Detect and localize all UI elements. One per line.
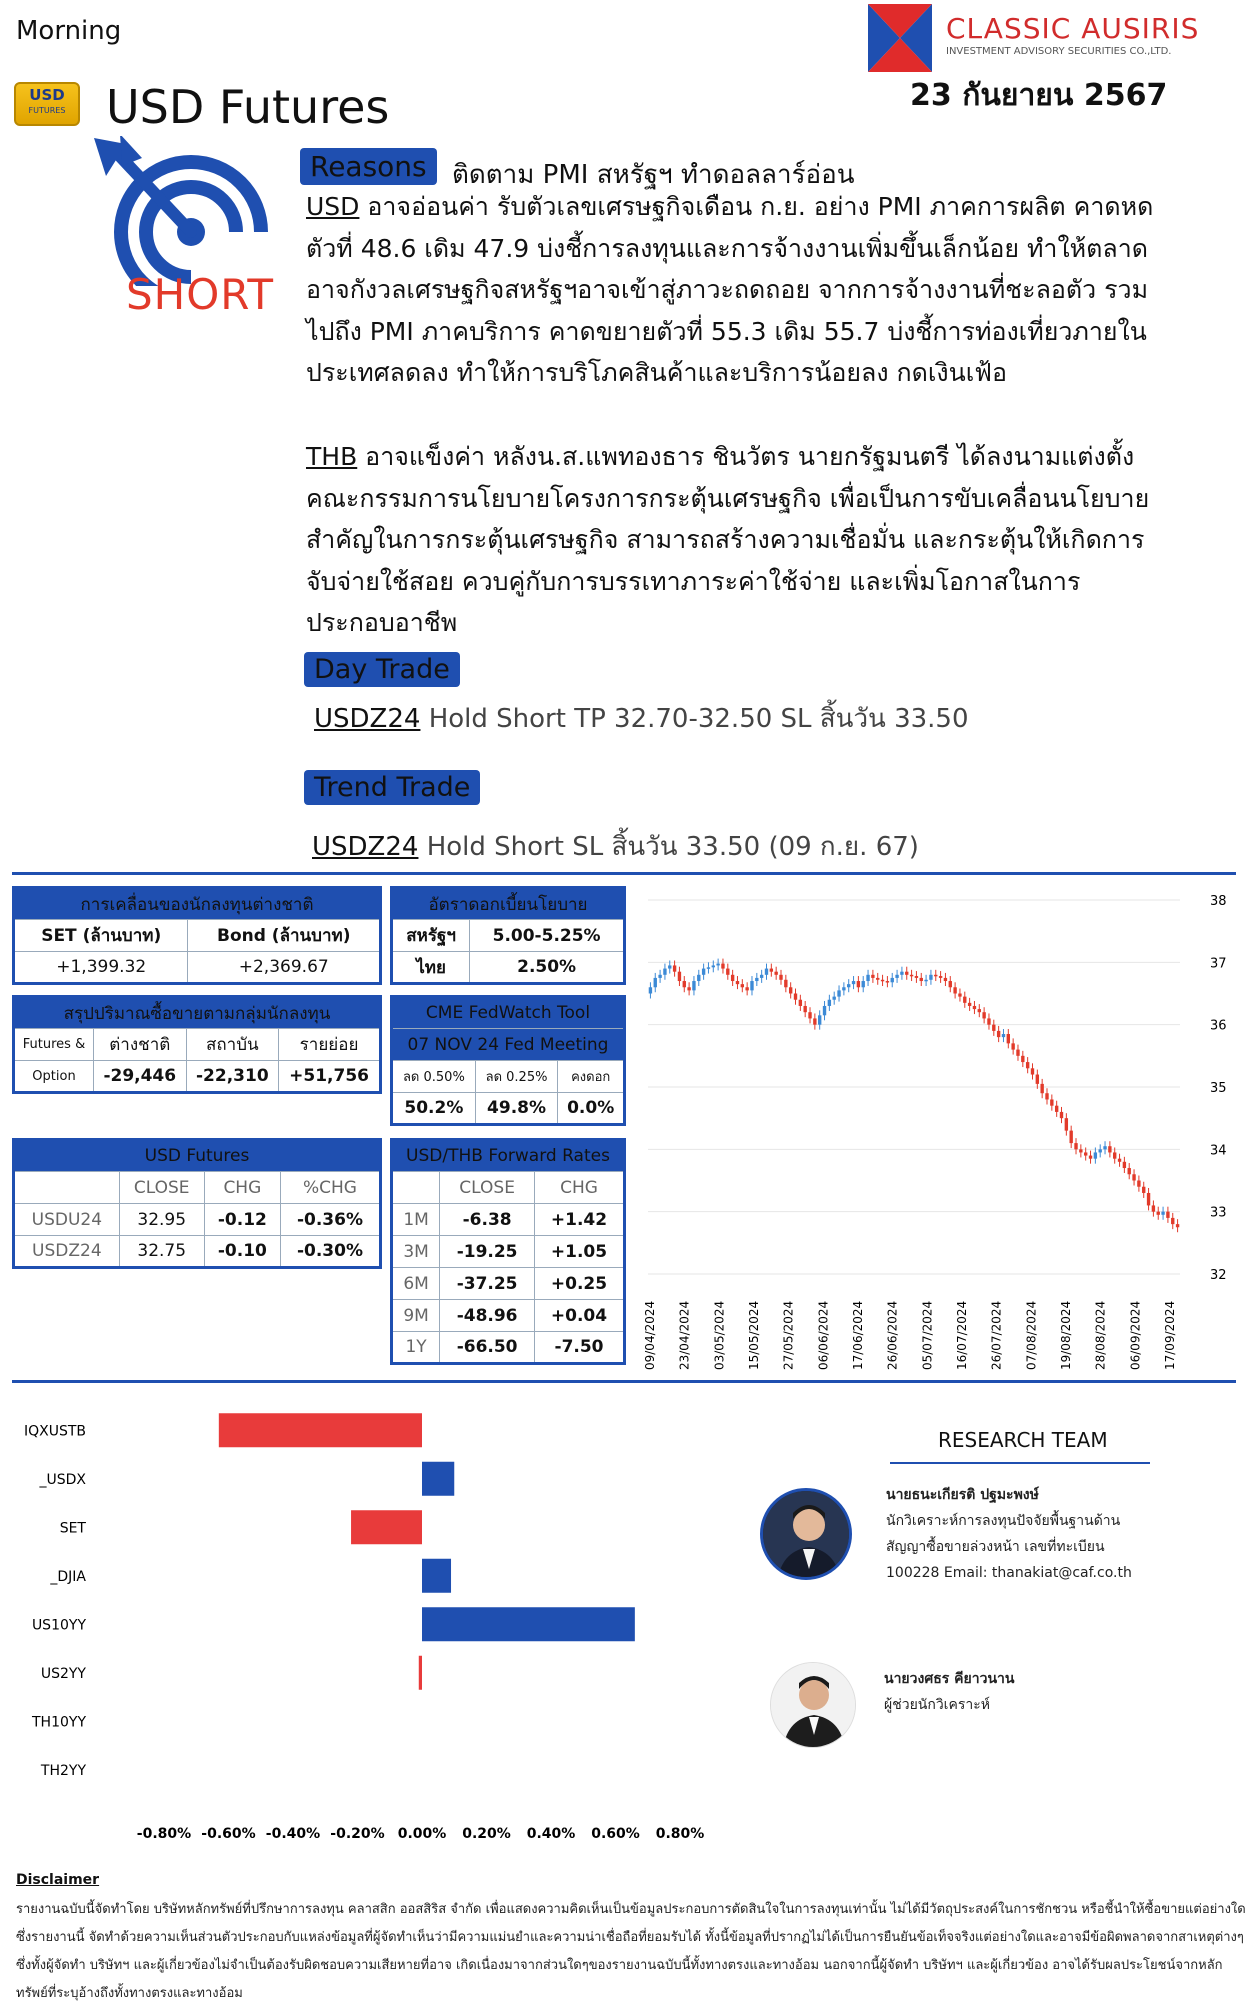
candle-body [765, 969, 768, 975]
candle-body [716, 964, 719, 966]
page-title: USD Futures [106, 80, 390, 134]
fedwatch-val: 0.0% [558, 1093, 625, 1125]
trend-trade-symbol: USDZ24 [312, 832, 419, 862]
forward-close: -48.96 [440, 1300, 535, 1332]
usd-futures-col: CLOSE [119, 1172, 204, 1204]
candle-body [721, 964, 724, 969]
usd-futures-symbol: USDU24 [14, 1204, 120, 1236]
bar-category-label: TH10YY [32, 1714, 86, 1731]
x-tick-label: 06/09/2024 [1128, 1300, 1143, 1370]
day-trade-line [314, 698, 969, 739]
bar-category-label: US2YY [40, 1665, 86, 1682]
trend-trade-line [312, 826, 919, 867]
investor-label-futures: Futures & [14, 1029, 94, 1061]
candle-body [750, 981, 753, 990]
candle-body [678, 972, 681, 981]
forward-tenor: 1Y [392, 1332, 440, 1364]
x-tick-label: 28/08/2024 [1093, 1300, 1108, 1370]
x-tick-label: 15/05/2024 [747, 1300, 761, 1370]
fedwatch-val: 49.8% [475, 1093, 558, 1125]
fedwatch-title: CME FedWatch Tool [392, 997, 625, 1029]
research-team-title: RESEARCH TEAM [938, 1428, 1108, 1452]
forward-chg: -7.50 [535, 1332, 625, 1364]
candle-body [745, 987, 748, 990]
candle-body [1026, 1062, 1029, 1068]
bar-x-tick-label: 0.20% [462, 1826, 511, 1842]
fedwatch-meeting: 07 NOV 24 Fed Meeting [392, 1029, 625, 1061]
disclaimer-title: Disclaimer [16, 1872, 100, 1888]
bar-category-label: SET [59, 1520, 86, 1537]
usd-label: USD [306, 192, 360, 221]
bar-x-tick-label: -0.20% [330, 1826, 385, 1842]
candle-body [1031, 1068, 1034, 1074]
target-dart-icon [86, 136, 276, 286]
candle-body [1171, 1218, 1174, 1224]
usd-futures-chg: -0.12 [204, 1204, 280, 1236]
candle-body [953, 987, 956, 993]
candle-body [683, 981, 686, 987]
candle-body [1132, 1174, 1135, 1180]
candle-body [1050, 1099, 1053, 1105]
candle-body [837, 990, 840, 996]
candle-body [697, 975, 700, 981]
forward-chg: +0.25 [535, 1268, 625, 1300]
foreign-flow-set-value: +1,399.32 [14, 952, 188, 984]
forward-rates-col: CLOSE [440, 1172, 535, 1204]
signal-short: SHORT [126, 270, 275, 319]
candle-body [649, 987, 652, 993]
investor-col: ต่างชาติ [94, 1029, 187, 1061]
candle-body [958, 994, 961, 997]
candle-body [712, 965, 715, 967]
forward-close: -66.50 [440, 1332, 535, 1364]
candle-body [1079, 1149, 1082, 1152]
candle-body [992, 1025, 995, 1031]
usd-futures-table [12, 1138, 382, 1269]
usd-text: อาจอ่อนค่า รับตัวเลขเศรษฐกิจเดือน ก.ย. อย่าง PMI ภาคการผลิต คาดหดตัวที่ 48.6 เดิม 47.9 บ่งชี้การลงทุนและการจ้างงานเพิ่มขึ้นเล็กน้อย ทำให้ตลาดอาจกังวลเศรษฐกิจสหรัฐฯอาจเข้าสู่ภาวะถดถอย จากการจ้างงานที่ชะลอตัว รวมไปถึง PMI ภาคบริการ คาดขยายตัวที่ 55.3 เดิม 55.7 บ่งชี้การท่องเที่ยวภายในประเทศลดลง ทำให้การบริโภคสินค้าและบริการน้อยลง กดเงินเฟ้อ [306, 192, 1154, 387]
candle-body [794, 994, 797, 1000]
bar-category-label: TH2YY [40, 1762, 86, 1779]
analyst-role: สัญญาซื้อขายล่วงหน้า เลขที่ทะเบียน [886, 1539, 1105, 1555]
fedwatch-col: ลด 0.25% [475, 1061, 558, 1093]
candle-body [963, 997, 966, 1003]
candle-body [1002, 1034, 1005, 1037]
assistant-info [884, 1666, 1014, 1718]
foreign-flow-title: การเคลื่อนของนักลงทุนต่างชาติ [14, 888, 381, 920]
bar [422, 1462, 454, 1496]
candle-body [1045, 1093, 1048, 1099]
bar-x-tick-label: -0.80% [136, 1826, 192, 1842]
candle-body [707, 967, 710, 969]
candle-body [1166, 1212, 1169, 1218]
candle-body [1103, 1146, 1106, 1149]
assistant-role: ผู้ช่วยนักวิเคราะห์ [884, 1697, 990, 1713]
candle-body [813, 1018, 816, 1024]
bar [422, 1607, 635, 1641]
candle-body [929, 975, 932, 980]
candle-body [847, 984, 850, 987]
candle-body [658, 975, 661, 978]
bar-x-tick-label: 0.00% [397, 1826, 447, 1842]
y-tick-label: 36 [1210, 1018, 1227, 1034]
candle-body [1108, 1146, 1111, 1152]
candle-body [828, 1000, 831, 1006]
forward-tenor: 6M [392, 1268, 440, 1300]
usd-futures-close: 32.75 [119, 1236, 204, 1268]
bar-category-label: US10YY [31, 1617, 86, 1634]
usdthb-candlestick-chart [640, 882, 1240, 1372]
investor-val: -29,446 [94, 1061, 187, 1093]
candle-body [803, 1006, 806, 1012]
candle-body [1157, 1212, 1160, 1215]
candle-body [833, 997, 836, 1000]
candle-body [779, 975, 782, 980]
foreign-flow-table [12, 886, 382, 985]
candle-body [736, 981, 739, 984]
assistant-avatar [770, 1662, 856, 1748]
brand-name: CLASSIC AUSIRIS [946, 12, 1200, 45]
candle-body [1074, 1143, 1077, 1149]
bar [351, 1510, 422, 1544]
candle-body [891, 978, 894, 982]
candle-body [1084, 1152, 1087, 1155]
policy-rate-value: 2.50% [470, 952, 625, 984]
candle-body [731, 975, 734, 981]
candle-body [1011, 1043, 1014, 1049]
bar-x-tick-label: 0.80% [655, 1826, 705, 1842]
policy-rate-table [390, 886, 626, 985]
candle-body [1065, 1118, 1068, 1130]
market-change-bar-chart [0, 1394, 720, 1854]
section-divider [12, 872, 1236, 875]
brand-subtitle: INVESTMENT ADVISORY SECURITIES CO.,LTD. [946, 46, 1172, 57]
bar-x-tick-label: 0.60% [591, 1826, 640, 1842]
usd-futures-col: %CHG [280, 1172, 380, 1204]
report-date: 23 กันยายน 2567 [910, 78, 1168, 113]
foreign-flow-bond-value: +2,369.67 [188, 952, 381, 984]
bar [419, 1656, 422, 1690]
logo-text: USD [29, 86, 65, 104]
candle-body [823, 1006, 826, 1015]
candle-body [668, 965, 671, 968]
usd-futures-symbol: USDZ24 [14, 1236, 120, 1268]
candle-body [1016, 1050, 1019, 1056]
candle-body [818, 1015, 821, 1024]
fedwatch-table [390, 995, 626, 1126]
candle-body [978, 1009, 981, 1012]
candle-body [1137, 1181, 1140, 1187]
candle-body [1036, 1075, 1039, 1084]
forward-rates-blank [392, 1172, 440, 1204]
candle-body [1142, 1187, 1145, 1193]
policy-rate-value: 5.00-5.25% [470, 920, 625, 952]
y-tick-label: 34 [1210, 1143, 1227, 1159]
candle-body [726, 969, 729, 975]
candle-body [852, 981, 855, 984]
candle-body [760, 975, 763, 978]
policy-rate-country: ไทย [392, 952, 470, 984]
y-tick-label: 35 [1210, 1081, 1227, 1096]
y-tick-label: 37 [1210, 956, 1227, 972]
bar-category-label: _USDX [39, 1471, 86, 1488]
candle-body [934, 975, 937, 977]
candle-body [1152, 1205, 1155, 1211]
forward-close: -37.25 [440, 1268, 535, 1300]
bar-category-label: IQXUSTB [23, 1423, 86, 1440]
candle-body [1161, 1212, 1164, 1215]
usd-futures-col: CHG [204, 1172, 280, 1204]
x-tick-label: 19/08/2024 [1059, 1300, 1073, 1370]
candle-body [944, 978, 947, 981]
x-tick-label: 06/06/2024 [816, 1300, 831, 1370]
foreign-flow-col-bond: Bond (ล้านบาท) [188, 920, 381, 952]
candle-body [886, 981, 889, 983]
thb-label: THB [306, 442, 358, 471]
candle-body [842, 987, 845, 990]
candle-body [900, 972, 903, 975]
candle-body [968, 1003, 971, 1006]
fedwatch-val: 50.2% [392, 1093, 476, 1125]
candle-body [924, 980, 927, 982]
candle-body [982, 1012, 985, 1018]
x-tick-label: 17/06/2024 [851, 1300, 865, 1370]
candle-body [741, 984, 744, 987]
candle-body [687, 987, 690, 990]
day-trade-text: Hold Short TP 32.70-32.50 SL สิ้นวัน 33.50 [420, 704, 969, 734]
forward-close: -6.38 [440, 1204, 535, 1236]
candle-body [789, 987, 792, 993]
x-tick-label: 05/07/2024 [920, 1300, 935, 1370]
report-period: Morning [16, 16, 122, 46]
candle-body [1055, 1106, 1058, 1112]
forward-tenor: 9M [392, 1300, 440, 1332]
candle-body [1118, 1159, 1121, 1162]
candle-body [654, 978, 657, 987]
candle-body [895, 975, 898, 978]
candle-body [1021, 1056, 1024, 1062]
x-tick-label: 23/04/2024 [677, 1300, 692, 1370]
reasons-headline: ติดตาม PMI สหรัฐฯ ทำดอลลาร์อ่อน [452, 160, 855, 190]
candle-body [673, 965, 676, 971]
investor-val: +51,756 [279, 1061, 381, 1093]
candle-body [1113, 1152, 1116, 1158]
x-tick-label: 09/04/2024 [643, 1300, 657, 1370]
candle-body [881, 980, 884, 982]
investor-val: -22,310 [186, 1061, 279, 1093]
forward-chg: +1.05 [535, 1236, 625, 1268]
analyst-name: นายธนะเกียรติ ปฐมะพงษ์ [886, 1487, 1039, 1503]
bar-x-tick-label: 0.40% [526, 1826, 576, 1842]
candle-body [663, 969, 666, 975]
x-tick-label: 26/06/2024 [885, 1300, 900, 1370]
candle-body [770, 969, 773, 972]
assistant-name: นายวงศธร คียาวนาน [884, 1671, 1015, 1687]
forward-chg: +0.04 [535, 1300, 625, 1332]
usd-futures-blank [14, 1172, 120, 1204]
candle-body [939, 976, 942, 978]
candle-body [987, 1018, 990, 1024]
policy-rate-title: อัตราดอกเบี้ยนโยบาย [392, 888, 625, 920]
investor-label-option: Option [14, 1061, 94, 1093]
candle-body [973, 1006, 976, 1009]
x-tick-label: 26/07/2024 [989, 1300, 1004, 1370]
x-tick-label: 07/08/2024 [1024, 1300, 1039, 1370]
forward-tenor: 3M [392, 1236, 440, 1268]
candle-body [808, 1012, 811, 1018]
candle-body [1060, 1112, 1063, 1118]
person-icon [771, 1663, 856, 1748]
candle-body [755, 978, 758, 981]
usd-paragraph [306, 186, 1156, 394]
candle-body [920, 978, 923, 981]
y-tick-label: 33 [1210, 1205, 1227, 1221]
person-icon [763, 1491, 852, 1580]
usd-futures-pct: -0.30% [280, 1236, 380, 1268]
candle-body [949, 981, 952, 987]
usd-futures-pct: -0.36% [280, 1204, 380, 1236]
thb-text: อาจแข็งค่า หลังน.ส.แพทองธาร ชินวัตร นายกรัฐมนตรี ได้ลงนามแต่งตั้งคณะกรรมการนโยบายโครงการกระตุ้นเศรษฐกิจ เพื่อเป็นการขับเคลื่อนนโยบายสำคัญในการกระตุ้นเศรษฐกิจ สามารถสร้างความเชื่อมั่น และกระตุ้นให้เกิดการจับจ่ายใช้สอย ควบคู่กับการบรรเทาภาระค่าใช้จ่าย และเพิ่มโอกาสในการประกอบอาชีพ [306, 442, 1150, 637]
y-tick-label: 32 [1210, 1268, 1227, 1283]
forward-rates-table [390, 1138, 626, 1365]
usd-futures-close: 32.95 [119, 1204, 204, 1236]
analyst-role: นักวิเคราะห์การลงทุนปัจจัยพื้นฐานด้าน [886, 1513, 1121, 1529]
analyst-avatar [760, 1488, 852, 1580]
forward-close: -19.25 [440, 1236, 535, 1268]
candle-body [1099, 1149, 1102, 1152]
candle-body [774, 972, 777, 975]
analyst-contact: 100228 Email: thanakiat@caf.co.th [886, 1565, 1132, 1581]
usd-futures-logo [14, 82, 80, 126]
reasons-tag: Reasons [300, 148, 437, 185]
trend-trade-tag: Trend Trade [304, 770, 480, 805]
candle-body [997, 1031, 1000, 1037]
candle-body [1007, 1034, 1010, 1043]
candle-body [871, 975, 874, 978]
day-trade-symbol: USDZ24 [314, 704, 421, 734]
bar-x-tick-label: -0.60% [201, 1826, 256, 1842]
forward-rates-col: CHG [535, 1172, 625, 1204]
thb-paragraph [306, 436, 1156, 644]
x-tick-label: 03/05/2024 [712, 1300, 727, 1370]
candle-body [866, 975, 869, 981]
trend-trade-text: Hold Short SL สิ้นวัน 33.50 (09 ก.ย. 67) [418, 832, 919, 862]
day-trade-tag: Day Trade [304, 652, 460, 687]
investor-col: รายย่อย [279, 1029, 381, 1061]
candle-body [1147, 1193, 1150, 1205]
bar [219, 1413, 422, 1447]
candle-body [1094, 1152, 1097, 1158]
investor-col: สถาบัน [186, 1029, 279, 1061]
bar-x-tick-label: -0.40% [265, 1826, 321, 1842]
disclaimer-text: รายงานฉบับนี้จัดทำโดย บริษัทหลักทรัพย์ที่ปรึกษาการลงทุน คลาสสิก ออสสิริส จำกัด เพื่อแสดงความคิดเห็นเป็นข้อมูลประกอบการตัดสินใจในการลงทุนเท่านั้น ไม่ได้มีวัตถุประสงค์ในการชักชวน หรือชี้นำให้ซื้อขายแต่อย่างใด ซึ่งรายงานนี้ จัดทำด้วยความเห็นส่วนตัวประกอบกับแหล่งข้อมูลที่ผู้จัดทำเห็นว่ามีความแม่นยำและความน่าเชื่อถือที่ยอมรับได้ ทั้งนี้ข้อมูลที่ปรากฏไม่ได้เป็นการยืนยันข้อเท็จจริงแต่อย่างใดและอาจมีข้อผิดพลาดจากสาเหตุต่างๆ ซึ่งทั้งผู้จัดทำ บริษัทฯ และผู้เกี่ยวข้องไม่จำเป็นต้องรับผิดชอบความเสียหายที่อาจ เกิดเนื่องมาจากส่วนใดๆของรายงานฉบับนี้ทั้งทางตรงและทางอ้อม นอกจากนี้ผู้จัดทำ บริษัทฯ และผู้เกี่ยวข้อง อาจได้รับผลประโยชน์จากหลักทรัพย์ที่ระบุอ้างถึงทั้งทางตรงและทางอ้อม [16, 1902, 1246, 2001]
candle-body [905, 972, 908, 975]
candle-body [1069, 1131, 1072, 1143]
x-tick-label: 27/05/2024 [781, 1300, 796, 1370]
fedwatch-col: คงดอก [558, 1061, 625, 1093]
x-tick-label: 16/07/2024 [955, 1300, 969, 1370]
candle-body [1040, 1084, 1043, 1093]
candle-body [1128, 1168, 1131, 1174]
y-tick-label: 38 [1210, 894, 1227, 909]
candle-body [1123, 1162, 1126, 1168]
investor-summary-table [12, 995, 382, 1094]
candle-body [692, 981, 695, 990]
candle-body [910, 975, 913, 977]
foreign-flow-col-set: SET (ล้านบาท) [14, 920, 188, 952]
candle-body [799, 1000, 802, 1006]
fedwatch-col: ลด 0.50% [392, 1061, 476, 1093]
candle-body [857, 981, 860, 987]
usd-futures-chg: -0.10 [204, 1236, 280, 1268]
analyst-info [886, 1482, 1132, 1586]
investor-summary-title: สรุปปริมาณซื้อขายตามกลุ่มนักลงทุน [14, 997, 381, 1029]
x-tick-label: 17/09/2024 [1163, 1300, 1177, 1370]
candle-body [1089, 1156, 1092, 1159]
candle-body [1176, 1224, 1179, 1227]
forward-rates-title: USD/THB Forward Rates [392, 1140, 625, 1172]
section-divider [12, 1380, 1236, 1383]
bar [422, 1559, 451, 1593]
candle-body [876, 978, 879, 980]
research-divider [890, 1462, 1150, 1464]
candle-body [702, 969, 705, 975]
candle-body [784, 980, 787, 987]
forward-chg: +1.42 [535, 1204, 625, 1236]
forward-tenor: 1M [392, 1204, 440, 1236]
logo-subtext: FUTURES [28, 106, 66, 115]
candle-body [862, 981, 865, 987]
policy-rate-country: สหรัฐฯ [392, 920, 470, 952]
usd-futures-title: USD Futures [14, 1140, 381, 1172]
candle-body [915, 976, 918, 978]
bar-category-label: _DJIA [50, 1568, 86, 1585]
